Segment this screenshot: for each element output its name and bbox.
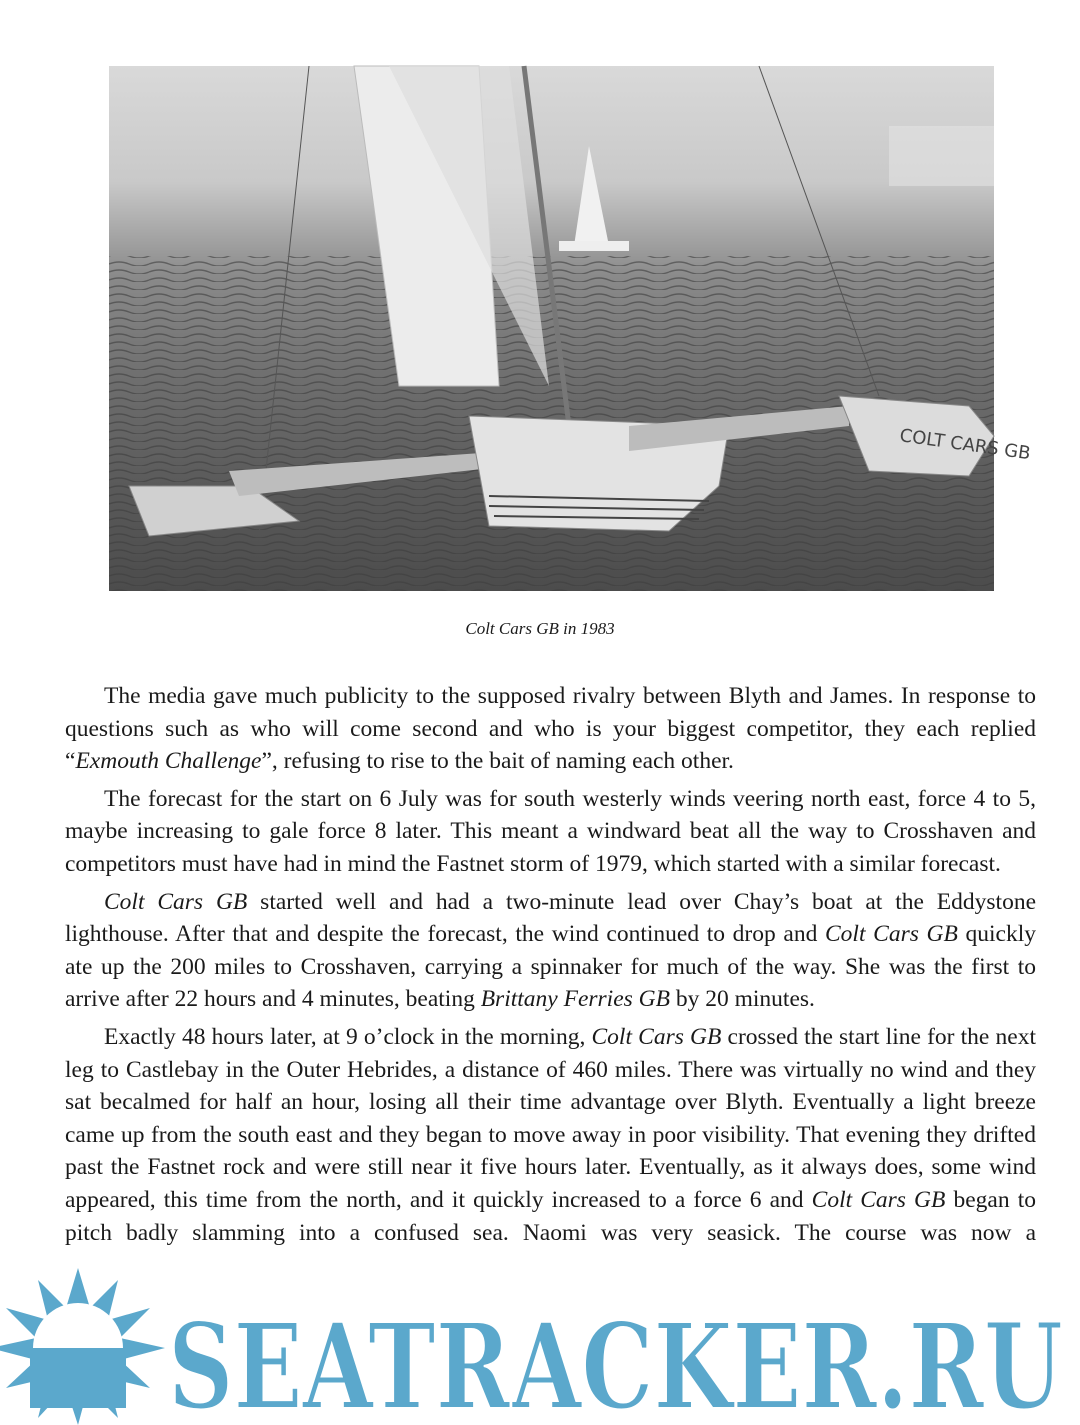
trimaran-photo xyxy=(109,66,1032,591)
text-run: began to pitch badly slamming into a confused sea. Naomi was very seasick. The course was now a xyxy=(65,1186,1036,1246)
italic-title: Colt Cars GB xyxy=(825,921,958,948)
trimaran-illustration xyxy=(109,66,1032,591)
paragraph xyxy=(65,783,1036,881)
italic-title: Exmouth Challenge xyxy=(75,748,262,775)
figure-caption: Colt Cars GB in 1983 xyxy=(465,619,615,638)
text-run: crossed the start line for the next leg to Castlebay in the Outer Hebrides, a distance of 460 miles. There was virtually no wind and they sat becalmed for half an hour, losing all their time advantage over Blyth. Eventually a light breeze came up from the south east and they began to move away in poor visibility. That evening they drifted past the Fastnet rock and were still near it five hours later. Eventually, as it always does, some wind appeared, this time from the north, and it quickly increased to a force 6 and xyxy=(65,1023,1036,1213)
italic-title: Colt Cars GB xyxy=(591,1023,722,1050)
sun-star-icon xyxy=(0,1268,165,1425)
text-run: by 20 minutes. xyxy=(669,986,815,1013)
watermark-text: SEATRACKER.RU xyxy=(168,1297,1063,1425)
text-run: ”, refusing to rise to the bait of naming each other. xyxy=(261,748,734,775)
text-run: quickly ate up the 200 miles to Crosshaven, carrying a spinnaker for much of the way. She was the first to arrive after 22 hours and 4 minutes, beating xyxy=(65,921,1036,1013)
paragraph xyxy=(65,1021,1036,1249)
body-text xyxy=(65,680,1036,1254)
italic-title: Colt Cars GB xyxy=(811,1186,946,1213)
paragraph xyxy=(65,886,1036,1016)
paragraph xyxy=(65,680,1036,778)
text-run: The media gave much publicity to the supposed rivalry between Blyth and James. In response to questions such as who will come second and who is your biggest competitor, they each replied “ xyxy=(65,683,1036,775)
italic-title: Colt Cars GB xyxy=(104,888,248,915)
seatracker-watermark xyxy=(0,1268,1080,1425)
hull-lettering: COLT CARS GB xyxy=(898,425,1032,465)
italic-title: Brittany Ferries GB xyxy=(480,986,670,1013)
text-run: The forecast for the start on 6 July was for south westerly winds veering north east, force 4 to 5, maybe increasing to gale force 8 later. This meant a windward beat all the way to Crosshaven and competitors must have had in mind the Fastnet storm of 1979, which started with a similar forecast. xyxy=(65,785,1036,877)
text-run: Exactly 48 hours later, at 9 o’clock in the morning, xyxy=(104,1023,592,1050)
text-run: started well and had a two-minute lead over Chay’s boat at the Eddystone lighthouse. After that and despite the forecast, the wind continued to drop and xyxy=(65,888,1036,948)
